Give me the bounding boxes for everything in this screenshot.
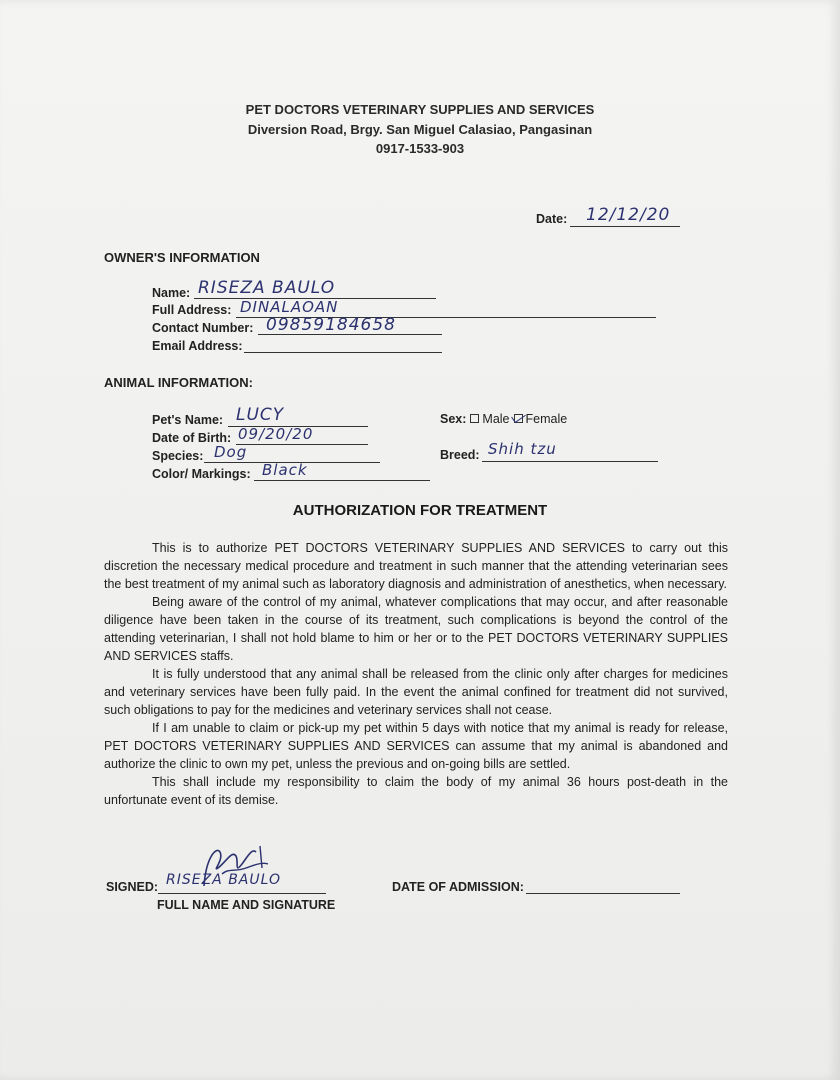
authorization-paragraph: Being aware of the control of my animal, whatever complications that may occur, and after reasonable diligence have been taken in the course of its treatment, such complications is beyond the control of the attending veterinarian, I shall not hold blame to him or her or to the PET DOCTORS VETERINARY SUPPLIES AND SERVICES staffs. bbox=[104, 595, 728, 663]
species-value[interactable]: Dog bbox=[214, 443, 248, 461]
signature-caption: FULL NAME AND SIGNATURE bbox=[157, 898, 336, 912]
date-label: Date: bbox=[536, 212, 568, 226]
authorization-paragraph: This shall include my responsibility to claim the body of my animal 36 hours post-death in the unfortunate event of its demise. bbox=[104, 775, 728, 807]
sex-field bbox=[440, 412, 567, 426]
owner-email-line bbox=[244, 352, 442, 353]
pet-name-label: Pet's Name: bbox=[152, 413, 224, 427]
color-value[interactable]: Black bbox=[262, 461, 308, 479]
authorization-title: AUTHORIZATION FOR TREATMENT bbox=[292, 502, 548, 519]
sex-label: Sex: bbox=[440, 412, 467, 426]
species-label: Species: bbox=[152, 449, 204, 463]
color-line bbox=[254, 480, 430, 481]
dob-value[interactable]: 09/20/20 bbox=[238, 425, 314, 443]
color-label: Color/ Markings: bbox=[152, 467, 251, 481]
female-option-label: Female bbox=[525, 412, 568, 426]
breed-value[interactable]: Shih tzu bbox=[488, 440, 557, 458]
signed-label: SIGNED: bbox=[106, 880, 159, 894]
authorization-paragraph: If I am unable to claim or pick-up my pet within 5 days with notice that my animal is ready for release, PET DOCTORS VETERINARY SUPPLIES AND SERVICES can assume that my animal is abandoned and authorize the clinic to own my pet, unless the previous and on-going bills are settled. bbox=[104, 721, 728, 771]
admission-date-line bbox=[526, 893, 680, 894]
clinic-phone: 0917-1533-903 bbox=[375, 141, 465, 156]
breed-line bbox=[482, 461, 658, 462]
breed-label: Breed: bbox=[440, 448, 480, 462]
owner-info-heading: OWNER'S INFORMATION bbox=[104, 250, 260, 265]
animal-info-heading: ANIMAL INFORMATION: bbox=[104, 375, 253, 390]
owner-name-label: Name: bbox=[152, 286, 191, 300]
owner-address-value[interactable]: DINALAOAN bbox=[240, 298, 339, 316]
owner-address-label: Full Address: bbox=[152, 303, 232, 317]
authorization-text bbox=[104, 539, 728, 809]
authorization-paragraph: It is fully understood that any animal shall be released from the clinic only after charges for medicines and veterinary services have been fully paid. In the event the animal confined for treatment did not survived, such obligations to pay for the medicines and veterinary services shall not cease. bbox=[104, 667, 728, 717]
owner-contact-value[interactable]: 09859184658 bbox=[266, 315, 396, 335]
clinic-address: Diversion Road, Brgy. San Miguel Calasiao, Pangasinan bbox=[247, 122, 593, 137]
admission-date-label: DATE OF ADMISSION: bbox=[392, 880, 524, 894]
date-value[interactable]: 12/12/20 bbox=[586, 205, 671, 225]
male-option-label: Male bbox=[482, 412, 510, 426]
signed-name-value[interactable]: RISEZA BAULO bbox=[166, 872, 282, 888]
dob-label: Date of Birth: bbox=[152, 431, 232, 445]
owner-email-label: Email Address: bbox=[152, 339, 243, 353]
pet-name-value[interactable]: LUCY bbox=[236, 405, 285, 425]
female-checkbox[interactable] bbox=[514, 414, 523, 423]
dob-line bbox=[236, 444, 368, 445]
authorization-paragraph: This is to authorize PET DOCTORS VETERINARY SUPPLIES AND SERVICES to carry out this discretion the necessary medical procedure and treatment in such manner that the attending veterinarian sees the best treatment of my animal such as laboratory diagnosis and administration of anesthetics, when necessary. bbox=[104, 541, 728, 591]
date-line bbox=[570, 226, 680, 227]
owner-name-value[interactable]: RISEZA BAULO bbox=[198, 278, 336, 298]
clinic-name: PET DOCTORS VETERINARY SUPPLIES AND SERVICES bbox=[245, 102, 595, 117]
owner-contact-label: Contact Number: bbox=[152, 321, 254, 335]
male-checkbox[interactable] bbox=[470, 414, 479, 423]
